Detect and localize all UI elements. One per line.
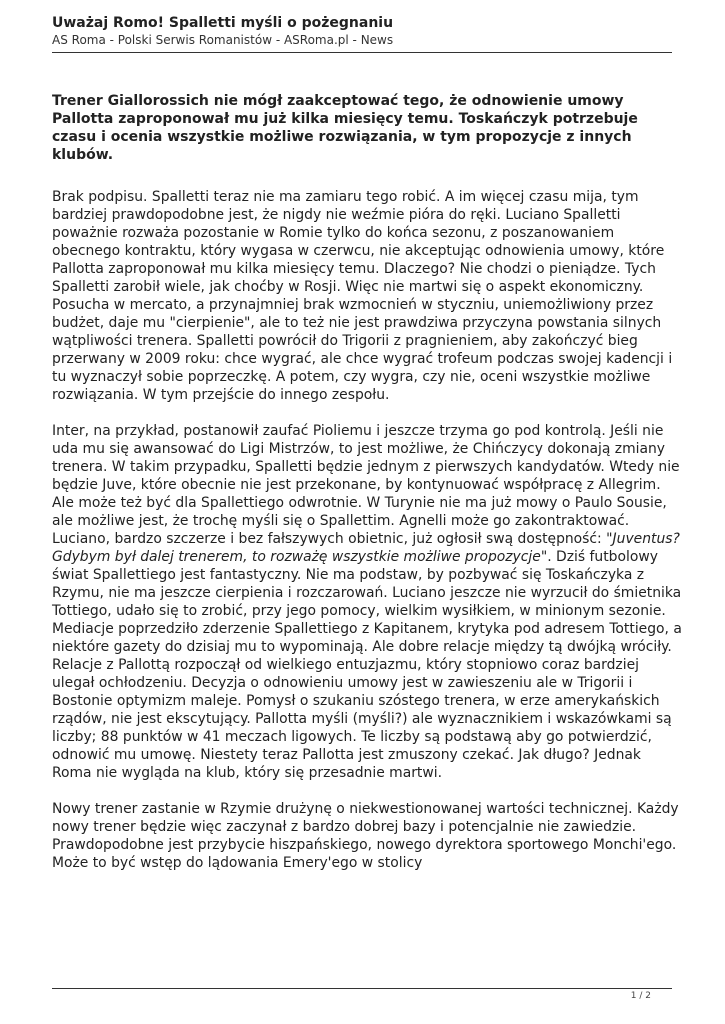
site-subtitle: AS Roma - Polski Serwis Romanistów - ASRoma.pl - News: [52, 33, 394, 47]
paragraph-2: [52, 422, 682, 782]
article-body: [52, 92, 682, 890]
paragraph-2-text-before: Inter, na przykład, postanowił zaufać Pioliemu i jeszcze trzyma go pod kontrolą. Jeśli nie uda mu się awansować do Ligi Mistrzów, to jest możliwe, że Chińczycy dokonają zmiany trenera. W takim przypadku, Spalletti będzie jednym z pierwszych kandydatów. Wtedy nie będzie Juve, które obecnie nie jest przekonane, by kontynuować współpracę z Allegrim. Ale może też być dla Spallettiego odwrotnie. W Turynie nie ma już mowy o Paulo Sousie, ale możliwe jest, że trochę myśli się o Spallettim. Agnelli może go zakontraktować. Luciano, bardzo szczerze i bez fałszywych obietnic, już ogłosił swą dostępność: ": [52, 423, 680, 547]
header-divider: [52, 52, 672, 53]
juventus-quote: Juventus? Gdybym był dalej trenerem, to rozważę wszystkie możliwe propozycje: [52, 531, 680, 565]
page-header: [52, 14, 672, 48]
footer-divider: [52, 988, 672, 989]
paragraph-3: Nowy trener zastanie w Rzymie drużynę o niekwestionowanej wartości technicznej. Każdy nowy trener będzie więc zaczynał z bardzo dobrej bazy i potencjalnie nie zawiedzie. Prawdopodobne jest przybycie hiszpańskiego, nowego dyrektora sportowego Monchi'ego. Może to być wstęp do lądowania Emery'ego w stolicy: [52, 801, 679, 871]
paragraph-1: Brak podpisu. Spalletti teraz nie ma zamiaru tego robić. A im więcej czasu mija, tym bardziej prawdopodobne jest, że nigdy nie weźmie pióra do ręki. Luciano Spalletti poważnie rozważa pozostanie w Romie tylko do końca sezonu, z poszanowaniem obecnego kontraktu, który wygasa w czerwcu, nie akceptując odnowienia umowy, które Pallotta zaproponował mu kilka miesięcy temu. Dlaczego? Nie chodzi o pieniądze. Tych Spalletti zarobił wiele, jak choćby w Rosji. Więc nie martwi się o aspekt ekonomiczny. Posucha w mercato, a przynajmniej brak wzmocnień w styczniu, uniemożliwiony przez budżet, daje mu "cierpienie", ale to też nie jest prawdziwa przyczyna powstania silnych wątpliwości trenera. Spalletti powrócił do Trigorii z pragnieniem, aby zakończyć bieg przerwany w 2009 roku: chce wygrać, ale chce wygrać trofeum podczas swojej kadencji i tu wyznaczył sobie poprzeczkę. A potem, czy wygra, czy nie, oceni wszystkie możliwe rozwiązania. W tym przejście do innego zespołu.: [52, 189, 673, 403]
article-title: Uważaj Romo! Spalletti myśli o pożegnaniu: [52, 15, 394, 31]
article-lead: Trener Giallorossich nie mógł zaakceptować tego, że odnowienie umowy Pallotta zaproponował mu już kilka miesięcy temu. Toskańczyk potrzebuje czasu i ocenia wszystkie możliwe rozwiązania, w tym propozycje z innych klubów.: [52, 93, 638, 163]
page-number: 1 / 2: [630, 991, 651, 1001]
paragraph-2-text-after: ". Dziś futbolowy świat Spallettiego jest fantastyczny. Nie ma podstaw, by pozbywać się Toskańczyka z Rzymu, nie ma jeszcze cierpienia i rozczarowań. Luciano jeszcze nie wyrzucił do śmietnika Tottiego, udało się to zrobić, przy jego pomocy, wielkim wysiłkiem, w minionym sezonie. Mediacje poprzedziło zderzenie Spallettiego z Kapitanem, krytyka pod adresem Tottiego, a niektóre gazety do dzisiaj mu to wypominają. Ale dobre relacje między tą dwójką wróciły. Relacje z Pallottą rozpoczął od wielkiego entuzjazmu, który stopniowo coraz bardziej ulegał ochłodzeniu. Decyzja o odnowieniu umowy jest w zawieszeniu ale w Trigorii i Bostonie optymizm maleje. Pomysł o szukaniu szóstego trenera, w erze amerykańskich rządów, nie jest ekscytujący. Pallotta myśli (myśli?) ale wyznacznikiem i wskazówkami są liczby; 88 punktów w 41 meczach ligowych. Te liczby są podstawą aby go potwierdzić, odnowić mu umowę. Niestety teraz Pallotta jest zmuszony czekać. Jak długo? Jednak Roma nie wygląda na klub, który się przesadnie martwi.: [52, 549, 682, 781]
